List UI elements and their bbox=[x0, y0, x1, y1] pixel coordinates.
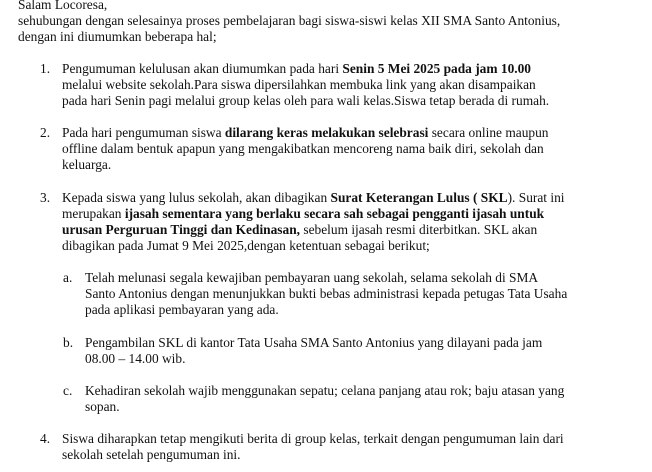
sub-item-line: Telah melunasi segala kewajiban pembayaran uang sekolah, selama sekolah di SMA bbox=[85, 270, 539, 285]
item-number: 2. bbox=[40, 125, 51, 140]
item-line: dibagikan pada Jumat 9 Mei 2025,dengan ketentuan sebagai berikut; bbox=[62, 238, 430, 253]
item-number: 4. bbox=[40, 431, 51, 446]
item-text bbox=[62, 190, 600, 254]
item-text-run: secara online maupun bbox=[428, 125, 549, 140]
item-text bbox=[62, 431, 600, 463]
item-text-run: ). Surat ini bbox=[507, 190, 565, 205]
sub-item-a bbox=[63, 270, 623, 318]
item-bold-text: Senin 5 Mei 2025 pada jam 10.00 bbox=[342, 61, 531, 76]
sub-item-line: 08.00 – 14.00 wib. bbox=[85, 351, 186, 366]
sub-item-letter: a. bbox=[63, 270, 73, 285]
intro-line-1: sehubungan dengan selesainya proses pembelajaran bagi siswa-siswi kelas XII SMA Santo Antonius, bbox=[18, 13, 561, 28]
item-bold-text: urusan Perguruan Tinggi dan Kedinasan, bbox=[62, 222, 301, 237]
item-bold-text: Surat Keterangan Lulus ( SKL bbox=[330, 190, 508, 205]
item-line bbox=[62, 190, 600, 206]
sub-item-c bbox=[63, 383, 623, 415]
sub-item-letter: c. bbox=[63, 383, 73, 398]
item-line bbox=[62, 222, 600, 238]
item-number: 3. bbox=[40, 190, 51, 205]
item-line bbox=[62, 125, 600, 141]
item-number: 1. bbox=[40, 61, 51, 76]
item-text-run: Pengumuman kelulusan akan diumumkan pada hari bbox=[62, 61, 343, 76]
item-line bbox=[62, 206, 600, 222]
item-line: offline dalam bentuk apapun yang mengakibatkan mencoreng nama baik diri, sekolah dan bbox=[62, 141, 544, 156]
sub-item-line: Kehadiran sekolah wajib menggunakan sepatu; celana panjang atau rok; baju atasan yang bbox=[85, 383, 565, 398]
item-text-run: sebelum ijasah resmi diterbitkan. SKL akan bbox=[300, 222, 538, 237]
item-text-run: Pada hari pengumuman siswa bbox=[62, 125, 225, 140]
item-line: pada hari Senin pagi melalui group kelas oleh para wali kelas.Siswa tetap berada di rumah. bbox=[62, 93, 550, 108]
item-line bbox=[62, 61, 600, 77]
item-text bbox=[62, 61, 600, 109]
sub-item-text bbox=[85, 383, 623, 415]
item-line: melalui website sekolah.Para siswa dipersilahkan membuka link yang akan disampaikan bbox=[62, 77, 536, 92]
item-text bbox=[62, 125, 600, 173]
list-item-4 bbox=[40, 431, 600, 463]
sub-item-line: Pengambilan SKL di kantor Tata Usaha SMA Santo Antonius yang dilayani pada jam bbox=[85, 335, 543, 350]
item-text-run: Kepada siswa yang lulus sekolah, akan dibagikan bbox=[62, 190, 331, 205]
intro-line-2: dengan ini diumumkan beberapa hal; bbox=[18, 29, 217, 44]
item-text-run: merupakan bbox=[62, 206, 125, 221]
sub-item-text bbox=[85, 335, 623, 367]
sub-item-text bbox=[85, 270, 623, 318]
sub-item-line: pada aplikasi pembayaran yang ada. bbox=[85, 302, 279, 317]
sub-item-line: sopan. bbox=[85, 399, 120, 414]
sub-item-b bbox=[63, 335, 623, 367]
item-line: sekolah setelah pengumuman ini. bbox=[62, 447, 241, 462]
item-bold-text: ijasah sementara yang berlaku secara sah sebagai pengganti ijasah untuk bbox=[124, 206, 545, 221]
list-item-1 bbox=[40, 61, 600, 109]
list-item-3 bbox=[40, 190, 600, 254]
item-line: keluarga. bbox=[62, 157, 112, 172]
greeting: Salam Locoresa, bbox=[18, 0, 108, 12]
sub-item-letter: b. bbox=[63, 335, 74, 350]
item-line: Siswa diharapkan tetap mengikuti berita di group kelas, terkait dengan pengumuman lain dari bbox=[62, 431, 564, 446]
item-bold-text: dilarang keras melakukan selebrasi bbox=[224, 125, 429, 140]
list-item-2 bbox=[40, 125, 600, 173]
sub-item-line: Santo Antonius dengan menunjukkan bukti bebas administrasi kepada petugas Tata Usaha bbox=[85, 286, 568, 301]
